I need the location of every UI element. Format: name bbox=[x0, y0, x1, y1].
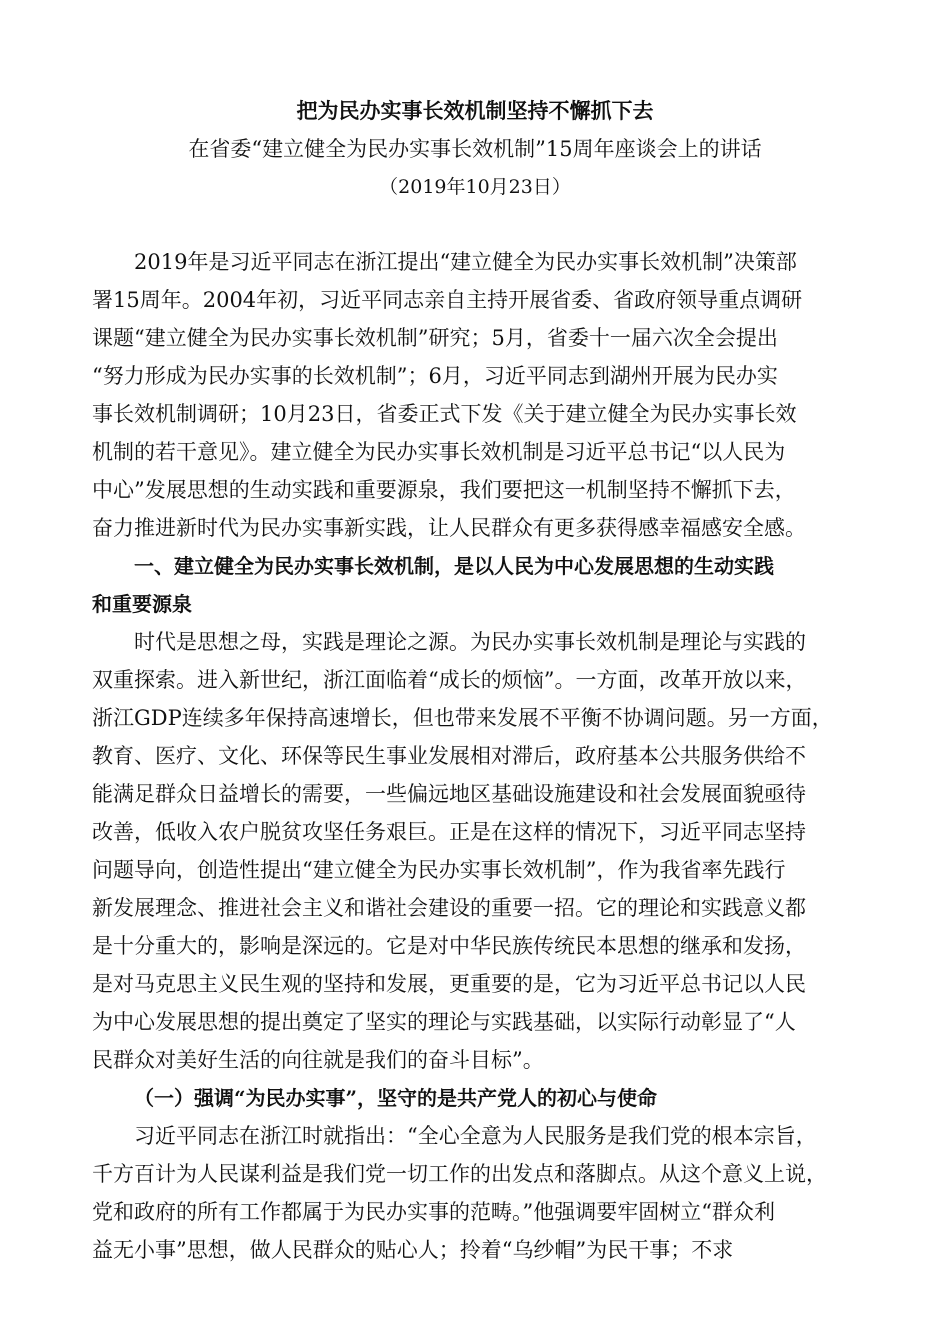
paragraph-line: 益无小事”思想，做人民群众的贴心人；拎着“乌纱帽”为民干事；不求 bbox=[92, 1238, 734, 1262]
paragraph-line: 浙江GDP连续多年保持高速增长，但也带来发展不平衡不协调问题。另一方面， bbox=[92, 706, 833, 730]
paragraph-line: 奋力推进新时代为民办实事新实践，让人民群众有更多获得感幸福感安全感。 bbox=[92, 516, 806, 540]
paragraph-line: 是十分重大的，影响是深远的。它是对中华民族传统民本思想的继承和发扬， bbox=[92, 934, 806, 958]
document-title: 把为民办实事长效机制坚持不懈抓下去 bbox=[296, 99, 654, 123]
paragraph-line: 中心”发展思想的生动实践和重要源泉，我们要把这一机制坚持不懈抓下去， bbox=[92, 478, 796, 502]
document-date: （2019年10月23日） bbox=[379, 176, 571, 198]
subsection-heading: （一）强调“为民办实事”，坚守的是共产党人的初心与使命 bbox=[134, 1086, 658, 1110]
paragraph-line: 教育、医疗、文化、环保等民生事业发展相对滞后，政府基本公共服务供给不 bbox=[92, 744, 806, 768]
paragraph-line: 双重探索。进入新世纪，浙江面临着“成长的烦恼”。一方面，改革开放以来， bbox=[92, 668, 807, 692]
paragraph-line: 民群众对美好生活的向往就是我们的奋斗目标”。 bbox=[92, 1048, 544, 1072]
paragraph-line: 2019年是习近平同志在浙江提出“建立健全为民办实事长效机制”决策部 bbox=[134, 250, 797, 274]
section-heading: 和重要源泉 bbox=[92, 592, 192, 616]
document-body bbox=[92, 243, 862, 1269]
paragraph-line: 能满足群众日益增长的需要，一些偏远地区基础设施建设和社会发展面貌亟待 bbox=[92, 782, 806, 806]
paragraph-line: 问题导向，创造性提出“建立健全为民办实事长效机制”，作为我省率先践行 bbox=[92, 858, 786, 882]
paragraph-line: 千方百计为人民谋利益是我们党一切工作的出发点和落脚点。从这个意义上说， bbox=[92, 1162, 827, 1186]
paragraph-line: 事长效机制调研；10月23日，省委正式下发《关于建立健全为民办实事长效 bbox=[92, 402, 797, 426]
paragraph-line: 是对马克思主义民生观的坚持和发展，更重要的是，它为习近平总书记以人民 bbox=[92, 972, 806, 996]
paragraph-line: 改善，低收入农户脱贫攻坚任务艰巨。正是在这样的情况下，习近平同志坚持 bbox=[92, 820, 806, 844]
paragraph-line: 党和政府的所有工作都属于为民办实事的范畴。”他强调要牢固树立“群众利 bbox=[92, 1200, 775, 1224]
paragraph-line: 课题“建立健全为民办实事长效机制”研究；5月，省委十一届六次全会提出 bbox=[92, 326, 778, 350]
paragraph-line: 为中心发展思想的提出奠定了坚实的理论与实践基础，以实际行动彰显了“人 bbox=[92, 1010, 796, 1034]
paragraph-line: 时代是思想之母，实践是理论之源。为民办实事长效机制是理论与实践的 bbox=[134, 630, 806, 654]
document-subtitle: 在省委“建立健全为民办实事长效机制”15周年座谈会上的讲话 bbox=[188, 137, 762, 161]
paragraph-line: 新发展理念、推进社会主义和谐社会建设的重要一招。它的理论和实践意义都 bbox=[92, 896, 806, 920]
paragraph-line: “努力形成为民办实事的长效机制”；6月，习近平同志到湖州开展为民办实 bbox=[92, 364, 778, 388]
paragraph-line: 习近平同志在浙江时就指出：“全心全意为人民服务是我们党的根本宗旨， bbox=[134, 1124, 817, 1148]
paragraph-line: 机制的若干意见》。建立健全为民办实事长效机制是习近平总书记“以人民为 bbox=[92, 440, 786, 464]
paragraph-line: 署15周年。2004年初，习近平同志亲自主持开展省委、省政府领导重点调研 bbox=[92, 288, 803, 312]
section-heading: 一、建立健全为民办实事长效机制，是以人民为中心发展思想的生动实践 bbox=[134, 554, 774, 578]
